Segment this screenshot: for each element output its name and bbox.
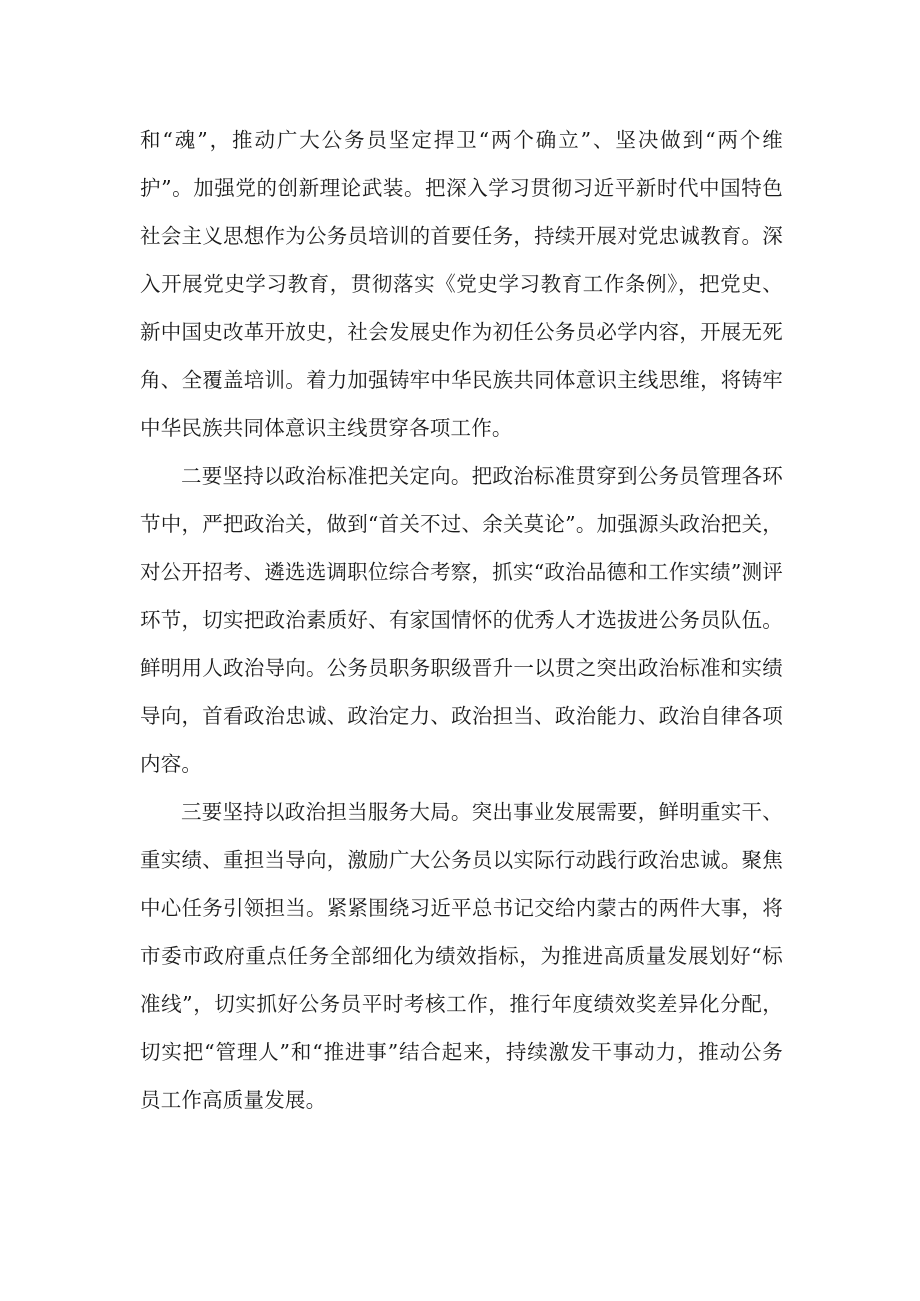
paragraph-3: 三要坚持以政治担当服务大局。突出事业发展需要，鲜明重实干、重实绩、重担当导向，激励广大公务员以实际行动践行政治忠诚。聚焦中心任务引领担当。紧紧围绕习近平总书记交给内蒙古的两件大事，将市委市政府重点任务全部细化为绩效指标，为推进高质量发展划好“标准线”，切实抓好公务员平时考核工作，推行年度绩效奖差异化分配，切实把“管理人”和“推进事”结合起来，持续激发干事动力，推动公务员工作高质量发展。 [140, 800, 783, 1112]
document-body [140, 116, 783, 1124]
paragraph-1: 和“魂”，推动广大公务员坚定捍卫“两个确立”、坚决做到“两个维护”。加强党的创新理论武装。把深入学习贯彻习近平新时代中国特色社会主义思想作为公务员培训的首要任务，持续开展对党忠诚教育。深入开展党史学习教育，贯彻落实《党史学习教育工作条例》，把党史、新中国史改革开放史，社会发展史作为初任公务员必学内容，开展无死角、全覆盖培训。着力加强铸牢中华民族共同体意识主线思维，将铸牢中华民族共同体意识主线贯穿各项工作。 [140, 128, 783, 440]
paragraph-2: 二要坚持以政治标准把关定向。把政治标准贯穿到公务员管理各环节中，严把政治关，做到“首关不过、余关莫论”。加强源头政治把关，对公开招考、遴选选调职位综合考察，抓实“政治品德和工作实绩”测评环节，切实把政治素质好、有家国情怀的优秀人才选拔进公务员队伍。鲜明用人政治导向。公务员职务职级晋升一以贯之突出政治标准和实绩导向，首看政治忠诚、政治定力、政治担当、政治能力、政治自律各项内容。 [140, 464, 783, 776]
